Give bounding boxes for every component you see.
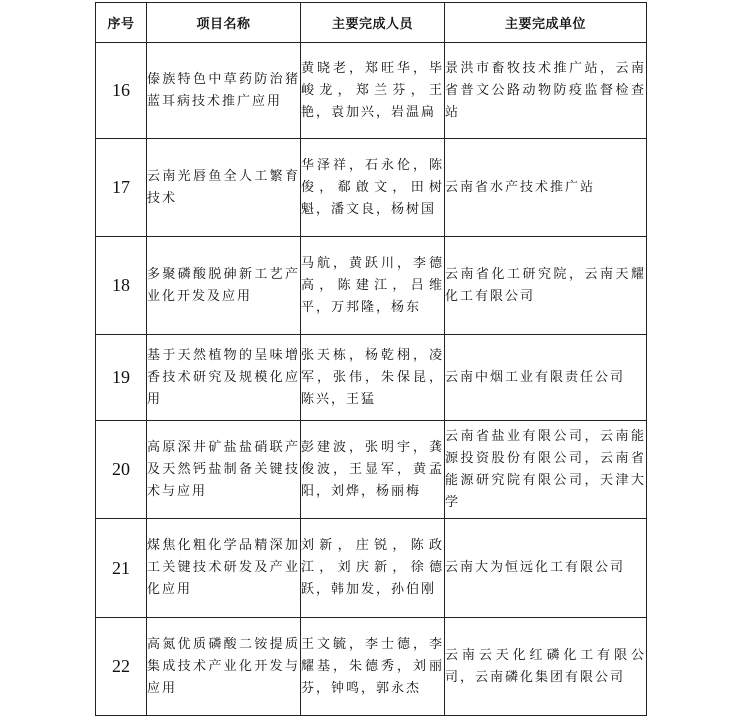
header-main-personnel: 主要完成人员 [301,3,445,43]
project-name: 云南光唇鱼全人工繁育技术 [147,139,301,237]
table-row [96,335,647,421]
main-personnel: 彭建波，张明宇，龚俊波，王显军，黄孟阳，刘烨，杨丽梅 [301,421,445,519]
project-name: 高氮优质磷酸二铵提质集成技术产业化开发与应用 [147,618,301,716]
serial-number: 19 [96,335,147,421]
main-units: 云南中烟工业有限责任公司 [445,335,647,421]
table-header-row [96,3,647,43]
header-main-units: 主要完成单位 [445,3,647,43]
main-personnel: 刘新，庄锐，陈政江，刘庆新，徐德跃，韩加发，孙伯刚 [301,519,445,618]
main-personnel: 马航，黄跃川，李德高，陈建江，吕维平，万邦隆，杨东 [301,237,445,335]
project-name: 煤焦化粗化学品精深加工关键技术研发及产业化应用 [147,519,301,618]
project-name: 多聚磷酸脱砷新工艺产业化开发及应用 [147,237,301,335]
main-personnel: 华泽祥，石永伦，陈俊，郗啟文，田树魁，潘文良，杨树国 [301,139,445,237]
serial-number: 18 [96,237,147,335]
table-row [96,519,647,618]
main-units: 云南大为恒远化工有限公司 [445,519,647,618]
main-units: 景洪市畜牧技术推广站，云南省普文公路动物防疫监督检查站 [445,43,647,139]
serial-number: 17 [96,139,147,237]
table-row [96,618,647,716]
table-row [96,421,647,519]
project-name: 傣族特色中草药防治猪蓝耳病技术推广应用 [147,43,301,139]
serial-number: 20 [96,421,147,519]
main-units: 云南省水产技术推广站 [445,139,647,237]
serial-number: 16 [96,43,147,139]
award-table [95,2,647,716]
table-row [96,43,647,139]
serial-number: 22 [96,618,147,716]
main-units: 云南云天化红磷化工有限公司，云南磷化集团有限公司 [445,618,647,716]
project-name: 基于天然植物的呈味增香技术研究及规模化应用 [147,335,301,421]
main-personnel: 张天栋，杨乾栩，凌军，张伟，朱保昆，陈兴，王猛 [301,335,445,421]
header-serial-number: 序号 [96,3,147,43]
table-row [96,237,647,335]
main-units: 云南省化工研究院，云南天耀化工有限公司 [445,237,647,335]
table-row [96,139,647,237]
serial-number: 21 [96,519,147,618]
project-name: 高原深井矿盐盐硝联产及天然钙盐制备关键技术与应用 [147,421,301,519]
main-personnel: 黄晓老，郑旺华，毕峻龙，郑兰芬，王艳，袁加兴，岩温扁 [301,43,445,139]
main-units: 云南省盐业有限公司，云南能源投资股份有限公司，云南省能源研究院有限公司，天津大学 [445,421,647,519]
header-project-name: 项目名称 [147,3,301,43]
main-personnel: 王文毓，李士德，李耀基，朱德秀，刘丽芬，钟鸣，郭永杰 [301,618,445,716]
